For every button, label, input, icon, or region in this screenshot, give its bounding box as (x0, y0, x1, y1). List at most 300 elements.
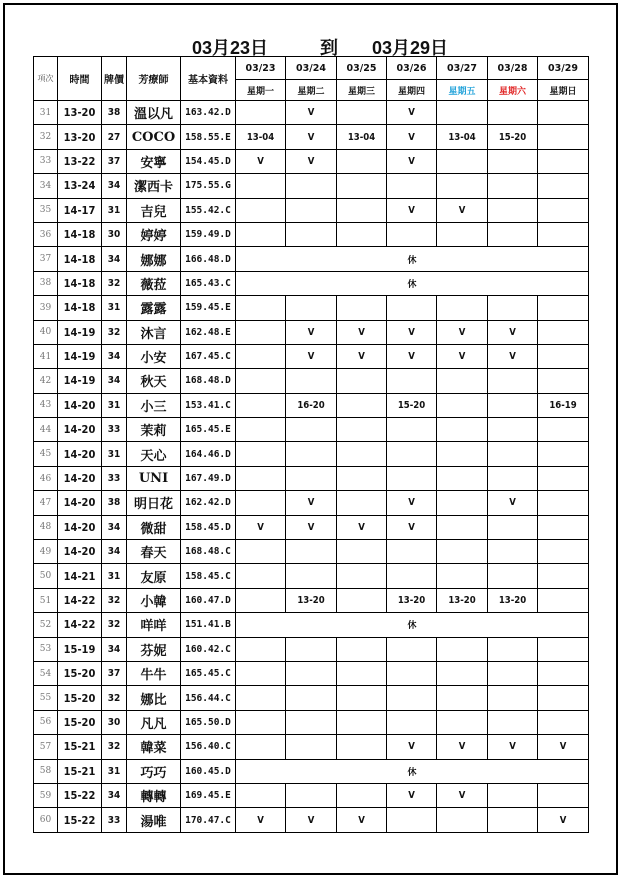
row-basic-info: 160.47.D (181, 588, 236, 612)
schedule-day-cell[interactable] (437, 393, 488, 417)
row-basic-info: 165.45.E (181, 418, 236, 442)
row-time: 14-20 (58, 466, 102, 490)
row-index: 31 (34, 101, 58, 125)
schedule-day-cell[interactable] (488, 808, 538, 832)
schedule-day-cell[interactable]: V (488, 320, 538, 344)
schedule-day-cell[interactable] (337, 491, 387, 515)
schedule-day-cell[interactable] (286, 735, 337, 759)
row-index: 32 (34, 125, 58, 149)
schedule-day-cell[interactable] (236, 442, 286, 466)
schedule-day-cell[interactable] (538, 174, 589, 198)
schedule-day-cell[interactable] (236, 491, 286, 515)
row-price: 37 (102, 149, 127, 173)
table-row (34, 759, 589, 783)
row-price: 34 (102, 783, 127, 807)
schedule-day-cell[interactable]: V (286, 125, 337, 149)
schedule-day-cell[interactable] (387, 418, 437, 442)
row-therapist-name: 茉莉 (127, 418, 181, 442)
schedule-day-cell[interactable]: V (337, 808, 387, 832)
schedule-day-cell[interactable] (488, 637, 538, 661)
schedule-day-cell[interactable]: V (387, 101, 437, 125)
row-index: 40 (34, 320, 58, 344)
schedule-day-cell[interactable] (437, 369, 488, 393)
schedule-day-cell[interactable] (387, 174, 437, 198)
schedule-day-cell[interactable]: 16-19 (538, 393, 589, 417)
schedule-day-cell[interactable] (488, 393, 538, 417)
row-time: 14-19 (58, 344, 102, 368)
schedule-day-cell[interactable] (437, 174, 488, 198)
schedule-day-cell[interactable]: 13-04 (437, 125, 488, 149)
schedule-day-cell[interactable] (337, 442, 387, 466)
schedule-day-cell[interactable] (286, 783, 337, 807)
header-row-dates (34, 57, 589, 80)
schedule-day-cell[interactable] (538, 369, 589, 393)
schedule-day-cell[interactable] (286, 686, 337, 710)
row-price: 33 (102, 418, 127, 442)
schedule-body (34, 101, 589, 833)
schedule-day-cell[interactable]: V (286, 101, 337, 125)
row-price: 34 (102, 540, 127, 564)
row-basic-info: 156.40.C (181, 735, 236, 759)
schedule-day-cell[interactable]: 15-20 (387, 393, 437, 417)
schedule-day-cell[interactable]: 13-20 (286, 588, 337, 612)
schedule-day-cell[interactable] (236, 588, 286, 612)
schedule-day-cell[interactable]: V (538, 735, 589, 759)
row-basic-info: 175.55.G (181, 174, 236, 198)
col-header-weekday-friday: 星期五 (437, 80, 488, 101)
schedule-day-cell[interactable] (488, 418, 538, 442)
schedule-day-cell[interactable] (488, 222, 538, 246)
schedule-day-cell[interactable] (286, 369, 337, 393)
row-price: 34 (102, 344, 127, 368)
schedule-day-cell[interactable] (387, 540, 437, 564)
schedule-day-cell[interactable]: V (387, 515, 437, 539)
row-therapist-name: 安寧 (127, 149, 181, 173)
schedule-day-cell[interactable] (387, 466, 437, 490)
schedule-day-cell[interactable] (538, 686, 589, 710)
table-row (34, 296, 589, 320)
schedule-day-cell[interactable] (387, 637, 437, 661)
schedule-day-cell[interactable] (538, 198, 589, 222)
schedule-day-cell[interactable] (286, 637, 337, 661)
schedule-day-cell[interactable] (488, 783, 538, 807)
schedule-day-cell[interactable]: 13-04 (236, 125, 286, 149)
table-row (34, 735, 589, 759)
day-off-cell: 休 (236, 271, 589, 295)
row-price: 33 (102, 466, 127, 490)
schedule-day-cell[interactable] (337, 149, 387, 173)
schedule-day-cell[interactable] (437, 296, 488, 320)
schedule-day-cell[interactable] (538, 661, 589, 685)
schedule-day-cell[interactable]: 13-20 (488, 588, 538, 612)
schedule-day-cell[interactable] (538, 564, 589, 588)
schedule-day-cell[interactable]: V (387, 320, 437, 344)
schedule-day-cell[interactable] (337, 710, 387, 734)
row-therapist-name: 牛牛 (127, 661, 181, 685)
schedule-day-cell[interactable]: V (437, 198, 488, 222)
col-header-date: 03/24 (286, 57, 337, 80)
schedule-day-cell[interactable] (337, 540, 387, 564)
row-time: 14-18 (58, 271, 102, 295)
row-price: 31 (102, 759, 127, 783)
schedule-day-cell[interactable] (538, 515, 589, 539)
schedule-day-cell[interactable] (337, 393, 387, 417)
schedule-day-cell[interactable]: V (337, 344, 387, 368)
day-off-cell: 休 (236, 759, 589, 783)
row-index: 52 (34, 613, 58, 637)
schedule-day-cell[interactable]: V (488, 735, 538, 759)
schedule-day-cell[interactable] (437, 808, 488, 832)
table-row (34, 101, 589, 125)
schedule-day-cell[interactable] (538, 101, 589, 125)
schedule-day-cell[interactable] (337, 198, 387, 222)
row-price: 37 (102, 661, 127, 685)
schedule-day-cell[interactable] (286, 442, 337, 466)
schedule-day-cell[interactable] (337, 101, 387, 125)
row-basic-info: 165.50.D (181, 710, 236, 734)
row-time: 14-20 (58, 515, 102, 539)
row-time: 15-20 (58, 686, 102, 710)
schedule-day-cell[interactable]: V (387, 125, 437, 149)
schedule-day-cell[interactable] (437, 661, 488, 685)
schedule-day-cell[interactable] (488, 174, 538, 198)
schedule-day-cell[interactable] (236, 710, 286, 734)
schedule-day-cell[interactable]: V (437, 344, 488, 368)
table-row (34, 174, 589, 198)
schedule-day-cell[interactable] (337, 686, 387, 710)
row-time: 14-20 (58, 540, 102, 564)
schedule-day-cell[interactable] (538, 320, 589, 344)
schedule-title (0, 30, 625, 58)
row-price: 32 (102, 320, 127, 344)
schedule-day-cell[interactable] (488, 540, 538, 564)
schedule-day-cell[interactable] (236, 637, 286, 661)
schedule-day-cell[interactable] (236, 735, 286, 759)
schedule-day-cell[interactable] (236, 686, 286, 710)
schedule-day-cell[interactable]: V (236, 149, 286, 173)
schedule-day-cell[interactable]: V (286, 515, 337, 539)
schedule-day-cell[interactable] (236, 466, 286, 490)
row-index: 54 (34, 661, 58, 685)
row-therapist-name: 薇菈 (127, 271, 181, 295)
row-basic-info: 162.42.D (181, 491, 236, 515)
row-basic-info: 159.45.E (181, 296, 236, 320)
schedule-day-cell[interactable] (538, 540, 589, 564)
schedule-day-cell[interactable] (488, 515, 538, 539)
schedule-day-cell[interactable] (337, 418, 387, 442)
schedule-day-cell[interactable]: 13-20 (387, 588, 437, 612)
schedule-day-cell[interactable] (236, 320, 286, 344)
schedule-day-cell[interactable] (488, 466, 538, 490)
row-index: 42 (34, 369, 58, 393)
schedule-day-cell[interactable] (488, 686, 538, 710)
table-row (34, 540, 589, 564)
schedule-day-cell[interactable] (286, 540, 337, 564)
col-header-price: 牌價 (102, 57, 127, 101)
schedule-day-cell[interactable] (437, 515, 488, 539)
row-index: 45 (34, 442, 58, 466)
schedule-day-cell[interactable] (236, 101, 286, 125)
schedule-day-cell[interactable]: V (387, 344, 437, 368)
schedule-day-cell[interactable] (236, 222, 286, 246)
schedule-day-cell[interactable] (286, 174, 337, 198)
schedule-day-cell[interactable] (488, 369, 538, 393)
row-time: 14-18 (58, 296, 102, 320)
row-basic-info: 151.41.B (181, 613, 236, 637)
row-therapist-name: 巧巧 (127, 759, 181, 783)
row-therapist-name: 明日花 (127, 491, 181, 515)
row-therapist-name: 轉轉 (127, 783, 181, 807)
schedule-day-cell[interactable]: V (286, 808, 337, 832)
row-price: 31 (102, 564, 127, 588)
schedule-day-cell[interactable] (337, 174, 387, 198)
row-time: 14-19 (58, 369, 102, 393)
row-index: 59 (34, 783, 58, 807)
row-index: 33 (34, 149, 58, 173)
schedule-day-cell[interactable] (337, 735, 387, 759)
schedule-day-cell[interactable] (337, 369, 387, 393)
row-time: 15-20 (58, 710, 102, 734)
schedule-day-cell[interactable]: 15-20 (488, 125, 538, 149)
schedule-day-cell[interactable] (337, 661, 387, 685)
schedule-day-cell[interactable] (236, 564, 286, 588)
row-index: 39 (34, 296, 58, 320)
schedule-day-cell[interactable] (286, 466, 337, 490)
row-time: 13-20 (58, 125, 102, 149)
schedule-day-cell[interactable]: V (437, 735, 488, 759)
schedule-day-cell[interactable] (437, 491, 488, 515)
schedule-day-cell[interactable]: V (387, 149, 437, 173)
row-price: 32 (102, 613, 127, 637)
table-row (34, 369, 589, 393)
schedule-day-cell[interactable] (437, 686, 488, 710)
row-basic-info: 159.49.D (181, 222, 236, 246)
schedule-day-cell[interactable] (538, 149, 589, 173)
schedule-day-cell[interactable] (387, 442, 437, 466)
schedule-day-cell[interactable]: V (387, 491, 437, 515)
schedule-day-cell[interactable] (437, 149, 488, 173)
row-basic-info: 168.48.D (181, 369, 236, 393)
row-therapist-name: 微甜 (127, 515, 181, 539)
schedule-day-cell[interactable] (437, 442, 488, 466)
row-basic-info: 167.45.C (181, 344, 236, 368)
schedule-day-cell[interactable] (437, 101, 488, 125)
table-row (34, 125, 589, 149)
row-price: 38 (102, 101, 127, 125)
schedule-day-cell[interactable] (488, 710, 538, 734)
row-basic-info: 156.44.C (181, 686, 236, 710)
schedule-day-cell[interactable] (437, 637, 488, 661)
table-row (34, 320, 589, 344)
col-header-weekday: 星期四 (387, 80, 437, 101)
table-row (34, 418, 589, 442)
schedule-day-cell[interactable] (488, 564, 538, 588)
schedule-day-cell[interactable] (437, 466, 488, 490)
schedule-day-cell[interactable] (538, 588, 589, 612)
schedule-day-cell[interactable] (387, 710, 437, 734)
schedule-day-cell[interactable] (488, 149, 538, 173)
schedule-day-cell[interactable]: V (286, 344, 337, 368)
schedule-day-cell[interactable] (538, 344, 589, 368)
schedule-day-cell[interactable] (387, 808, 437, 832)
schedule-day-cell[interactable] (236, 198, 286, 222)
schedule-day-cell[interactable] (538, 222, 589, 246)
table-row (34, 661, 589, 685)
schedule-day-cell[interactable]: V (538, 808, 589, 832)
row-price: 32 (102, 735, 127, 759)
table-row (34, 247, 589, 271)
schedule-day-cell[interactable] (488, 296, 538, 320)
schedule-day-cell[interactable] (538, 637, 589, 661)
row-index: 56 (34, 710, 58, 734)
schedule-day-cell[interactable]: V (236, 808, 286, 832)
row-time: 13-22 (58, 149, 102, 173)
row-time: 15-22 (58, 783, 102, 807)
schedule-day-cell[interactable] (337, 222, 387, 246)
schedule-day-cell[interactable] (236, 783, 286, 807)
schedule-day-cell[interactable] (387, 686, 437, 710)
table-row (34, 613, 589, 637)
schedule-day-cell[interactable] (337, 564, 387, 588)
table-row (34, 442, 589, 466)
schedule-day-cell[interactable] (236, 344, 286, 368)
schedule-day-cell[interactable] (286, 222, 337, 246)
schedule-day-cell[interactable] (538, 418, 589, 442)
row-therapist-name: 天心 (127, 442, 181, 466)
table-row (34, 686, 589, 710)
row-price: 38 (102, 491, 127, 515)
schedule-day-cell[interactable] (236, 661, 286, 685)
schedule-day-cell[interactable] (437, 222, 488, 246)
schedule-day-cell[interactable] (337, 783, 387, 807)
schedule-day-cell[interactable] (286, 418, 337, 442)
schedule-day-cell[interactable] (488, 442, 538, 466)
row-basic-info: 166.48.D (181, 247, 236, 271)
schedule-table (33, 56, 589, 833)
schedule-day-cell[interactable] (538, 783, 589, 807)
schedule-day-cell[interactable]: V (387, 735, 437, 759)
schedule-day-cell[interactable] (337, 296, 387, 320)
row-therapist-name: 婷婷 (127, 222, 181, 246)
schedule-day-cell[interactable]: V (387, 783, 437, 807)
row-therapist-name: 春天 (127, 540, 181, 564)
schedule-day-cell[interactable] (337, 588, 387, 612)
schedule-day-cell[interactable]: V (337, 515, 387, 539)
schedule-day-cell[interactable] (538, 710, 589, 734)
schedule-day-cell[interactable] (538, 466, 589, 490)
schedule-day-cell[interactable]: V (488, 344, 538, 368)
row-time: 14-18 (58, 222, 102, 246)
table-row (34, 710, 589, 734)
schedule-day-cell[interactable] (286, 661, 337, 685)
row-time: 14-22 (58, 588, 102, 612)
row-basic-info: 155.42.C (181, 198, 236, 222)
col-header-therapist: 芳療師 (127, 57, 181, 101)
schedule-day-cell[interactable] (286, 198, 337, 222)
schedule-day-cell[interactable] (488, 661, 538, 685)
row-price: 32 (102, 588, 127, 612)
schedule-day-cell[interactable] (387, 661, 437, 685)
row-therapist-name: 娜比 (127, 686, 181, 710)
row-index: 50 (34, 564, 58, 588)
schedule-day-cell[interactable]: V (337, 320, 387, 344)
schedule-day-cell[interactable]: 13-20 (437, 588, 488, 612)
table-row (34, 198, 589, 222)
schedule-day-cell[interactable] (387, 222, 437, 246)
schedule-day-cell[interactable] (337, 466, 387, 490)
row-therapist-name: 潔西卡 (127, 174, 181, 198)
row-therapist-name: 韓菜 (127, 735, 181, 759)
schedule-day-cell[interactable]: V (286, 149, 337, 173)
row-therapist-name: 露露 (127, 296, 181, 320)
table-row (34, 344, 589, 368)
row-index: 49 (34, 540, 58, 564)
row-index: 48 (34, 515, 58, 539)
schedule-day-cell[interactable] (387, 369, 437, 393)
schedule-day-cell[interactable]: V (437, 783, 488, 807)
col-header-date: 03/23 (236, 57, 286, 80)
schedule-day-cell[interactable] (538, 125, 589, 149)
schedule-day-cell[interactable] (236, 174, 286, 198)
schedule-day-cell[interactable]: V (286, 320, 337, 344)
row-time: 15-20 (58, 661, 102, 685)
schedule-day-cell[interactable] (236, 418, 286, 442)
schedule-day-cell[interactable] (337, 637, 387, 661)
row-time: 14-20 (58, 418, 102, 442)
row-index: 34 (34, 174, 58, 198)
col-header-time: 時間 (58, 57, 102, 101)
schedule-day-cell[interactable] (437, 540, 488, 564)
row-time: 13-24 (58, 174, 102, 198)
schedule-day-cell[interactable] (437, 418, 488, 442)
col-header-weekday: 星期日 (538, 80, 589, 101)
schedule-day-cell[interactable] (488, 101, 538, 125)
schedule-day-cell[interactable]: 13-04 (337, 125, 387, 149)
title-to: 到 (320, 38, 338, 58)
schedule-day-cell[interactable]: V (488, 491, 538, 515)
row-basic-info: 164.46.D (181, 442, 236, 466)
row-basic-info: 158.45.D (181, 515, 236, 539)
schedule-day-cell[interactable] (538, 442, 589, 466)
schedule-day-cell[interactable] (236, 393, 286, 417)
schedule-day-cell[interactable] (236, 540, 286, 564)
schedule-day-cell[interactable] (437, 564, 488, 588)
schedule-day-cell[interactable] (538, 296, 589, 320)
schedule-day-cell[interactable]: 16-20 (286, 393, 337, 417)
schedule-day-cell[interactable] (488, 198, 538, 222)
row-time: 14-21 (58, 564, 102, 588)
schedule-day-cell[interactable] (286, 564, 337, 588)
schedule-day-cell[interactable]: V (286, 491, 337, 515)
schedule-day-cell[interactable] (387, 564, 437, 588)
schedule-day-cell[interactable] (236, 369, 286, 393)
schedule-day-cell[interactable]: V (437, 320, 488, 344)
schedule-day-cell[interactable] (387, 296, 437, 320)
table-row (34, 515, 589, 539)
row-time: 14-20 (58, 442, 102, 466)
table-row (34, 149, 589, 173)
schedule-day-cell[interactable]: V (236, 515, 286, 539)
schedule-day-cell[interactable]: V (387, 198, 437, 222)
schedule-day-cell[interactable] (437, 710, 488, 734)
title-end-date: 03月29日 (372, 38, 449, 58)
schedule-day-cell[interactable] (236, 296, 286, 320)
row-price: 34 (102, 637, 127, 661)
schedule-day-cell[interactable] (538, 491, 589, 515)
schedule-day-cell[interactable] (286, 296, 337, 320)
row-price: 32 (102, 271, 127, 295)
schedule-day-cell[interactable] (286, 710, 337, 734)
